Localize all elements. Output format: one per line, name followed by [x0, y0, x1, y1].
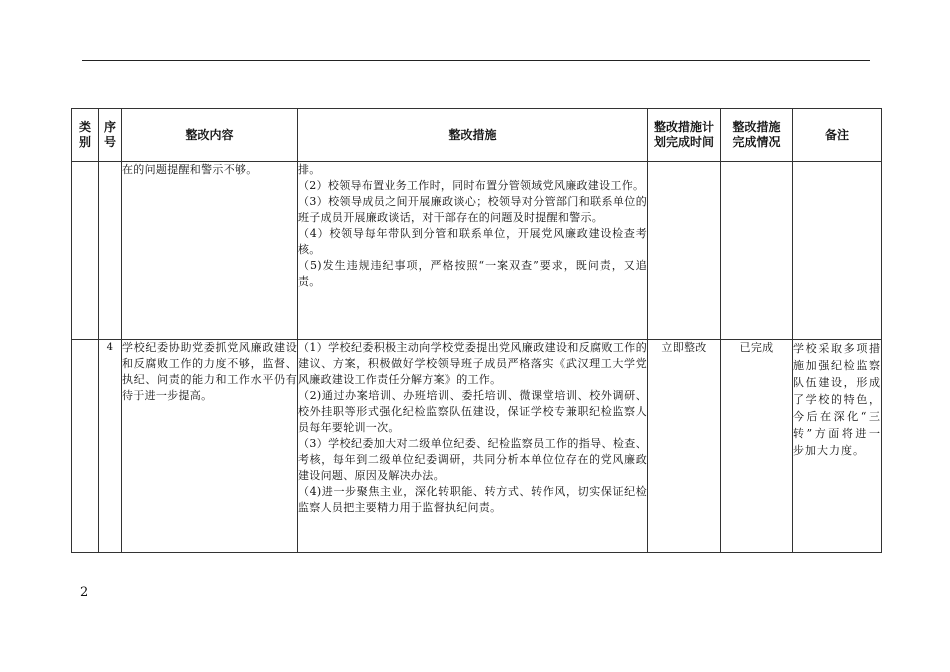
header-status: 整改措施完成情况: [721, 109, 793, 162]
table-header-row: [72, 109, 882, 162]
measures-cell: [298, 340, 648, 553]
seq-cell: [99, 162, 122, 340]
content-cell: 在的问题提醒和警示不够。: [122, 162, 298, 340]
measure-item: （4）校领导每年带队到分管和联系单位，开展党风廉政建设检查考核。: [298, 227, 647, 256]
remarks-cell: 学校采取多项措施加强纪检监察队伍建设，形成了学校的特色，今后在深化“三转”方面将进一步加大力度。: [793, 340, 882, 553]
measure-item: （5)发生违规违纪事项，严格按照“一案双查”要求，既问责，又追责。: [298, 259, 647, 288]
page-number: 2: [80, 585, 89, 600]
content-cell: 学校纪委协助党委抓党风廉政建设和反腐败工作的力度不够，监督、执纪、问责的能力和工作水平仍有待于进一步提高。: [122, 340, 298, 553]
measure-item: （2）校领导布置业务工作时，同时布置分管领域党风廉政建设工作。: [298, 179, 645, 192]
measure-item: （4)进一步聚焦主业，深化转职能、转方式、转作风，切实保证纪检监察人员把主要精力用于监督执纪问责。: [298, 485, 647, 514]
header-measures: 整改措施: [298, 109, 648, 162]
header-seq: 序号: [99, 109, 122, 162]
remarks-cell: [793, 162, 882, 340]
table-row: [72, 340, 882, 553]
measures-cell: [298, 162, 648, 340]
category-cell: [72, 162, 99, 340]
header-category: 类别: [72, 109, 99, 162]
measure-item: （3）学校纪委加大对二级单位纪委、纪检监察员工作的指导、检查、考核，每年到二级单位纪委调研，共同分析本单位位存在的党风廉政建设问题、原因及解决办法。: [298, 437, 647, 482]
status-cell: [721, 162, 793, 340]
status-cell: 已完成: [721, 340, 793, 553]
header-remarks: 备注: [793, 109, 882, 162]
planned-time-cell: 立即整改: [648, 340, 721, 553]
rectification-table: [71, 108, 882, 553]
header-rule: [82, 60, 870, 61]
header-content: 整改内容: [122, 109, 298, 162]
header-planned-time: 整改措施计划完成时间: [648, 109, 721, 162]
table-row: [72, 162, 882, 340]
seq-cell: 4: [99, 340, 122, 553]
measure-item: （1）学校纪委积极主动向学校党委提出党风廉政建设和反腐败工作的建议、方案，积极做好学校领导班子成员严格落实《武汉理工大学党风廉政建设工作责任分解方案》的工作。: [298, 341, 647, 386]
measure-item: （2)通过办案培训、办班培训、委托培训、微课堂培训、校外调研、校外挂职等形式强化纪检监察队伍建设，保证学校专兼职纪检监察人员每年要轮训一次。: [298, 389, 647, 434]
measure-item: 排。: [298, 163, 321, 176]
category-cell: [72, 340, 99, 553]
measure-item: （3）校领导成员之间开展廉政谈心；校领导对分管部门和联系单位的班子成员开展廉政谈话，对干部存在的问题及时提醒和警示。: [298, 195, 647, 224]
planned-time-cell: [648, 162, 721, 340]
